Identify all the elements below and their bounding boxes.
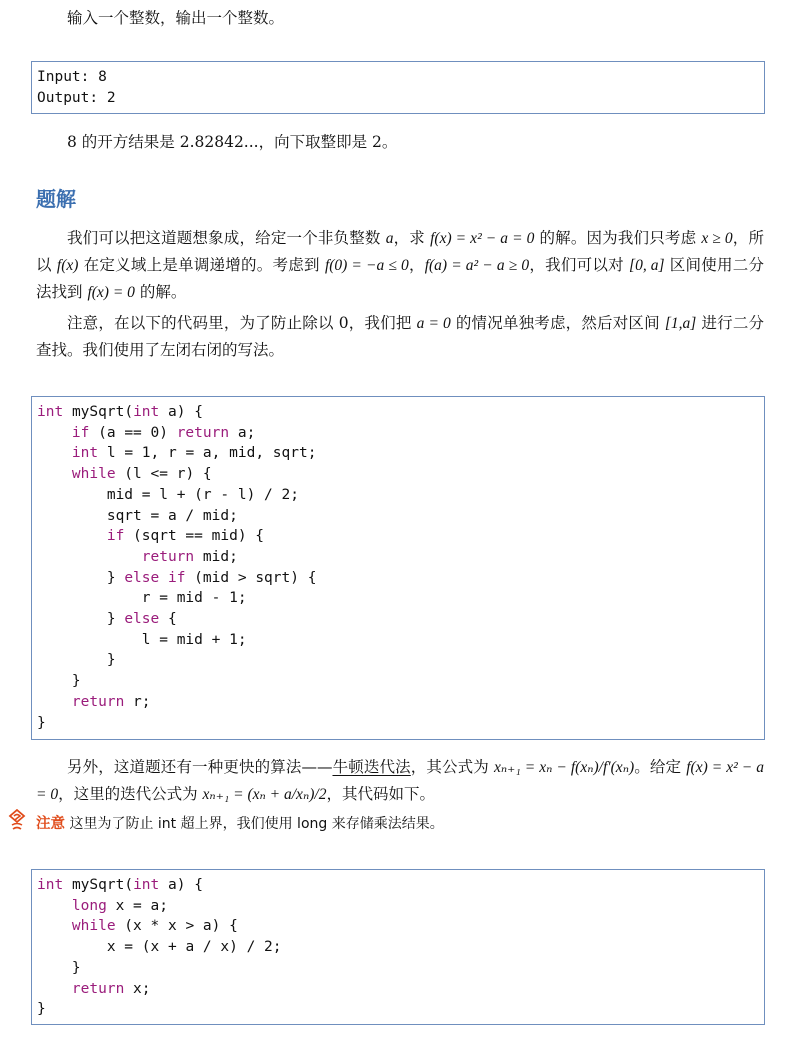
code-line: } else { — [37, 611, 177, 628]
solution-paragraph-3: 另外，这道题还有一种更快的算法——牛顿迭代法，其公式为 xₙ₊₁ = xₙ − f(xₙ)/f′(xₙ)。给定 f(x) = x² − a = 0，这里的迭代公式为 xₙ₊₁ = (xₙ + a/xₙ)/2，其代码如下。 — [36, 758, 764, 803]
code-line: long x = a; — [71, 897, 168, 914]
example-output: Output: 2 — [37, 89, 116, 106]
code-line: } — [37, 1001, 46, 1018]
code-line: int mySqrt(int a) { — [37, 877, 203, 893]
solution-paragraph-2: 注意，在以下的代码里，为了防止除以 0，我们把 a = 0 的情况单独考虑，然后对区间 [1,a] 进行二分查找。我们使用了左闭右闭的写法。 — [36, 314, 765, 359]
newton-method-link[interactable]: 牛顿迭代法 — [332, 758, 411, 776]
code-line: return x; — [71, 980, 151, 997]
code-line: int l = 1, r = a, mid, sqrt; — [71, 445, 317, 462]
code-line: return r; — [71, 693, 151, 710]
problem-statement: 输入一个整数，输出一个整数。 — [67, 9, 285, 27]
code-block-newton — [31, 869, 765, 1025]
note-line — [36, 812, 444, 836]
code-line: l = mid + 1; — [141, 631, 247, 648]
code-line: sqrt = a / mid; — [106, 507, 238, 524]
code-line: } — [37, 673, 81, 690]
code-line: } — [37, 959, 81, 976]
code-line: if (sqrt == mid) { — [106, 528, 265, 545]
code-line: } — [37, 652, 116, 669]
code-line: x = (x + a / x) / 2; — [106, 939, 282, 956]
code-line: mid = l + (r - l) / 2; — [106, 486, 299, 503]
example-input: Input: 8 — [37, 69, 107, 85]
code-line: while (x * x > a) { — [71, 918, 238, 935]
code-line: return mid; — [141, 548, 238, 565]
warning-icon — [8, 809, 26, 833]
code-line: } else if (mid > sqrt) { — [37, 569, 317, 586]
solution-paragraph-1: 我们可以把这道题想象成，给定一个非负整数 a，求 f(x) = x² − a = 0 的解。因为我们只考虑 x ≥ 0，所以 f(x) 在定义域上是单调递增的。考虑到 f(0) = −a ≤ 0，f(a) = a² − a ≥ 0，我们可以对 [0, a] 区间使用二分法找到 f(x) = 0 的解。 — [36, 229, 764, 301]
note-text: 这里为了防止 int 超上界，我们使用 long 来存储乘法结果。 — [65, 816, 444, 832]
code-line: while (l <= r) { — [71, 466, 212, 483]
section-heading: 题解 — [36, 187, 76, 211]
note-label: 注意 — [36, 816, 65, 832]
example-explanation: 8 的开方结果是 2.82842...，向下取整即是 2。 — [67, 133, 398, 151]
code-line: r = mid - 1; — [141, 590, 247, 607]
code-line: if (a == 0) return a; — [71, 424, 256, 441]
code-line: } — [37, 714, 46, 731]
example-box — [31, 61, 765, 114]
code-block-binary-search — [31, 396, 765, 740]
code-line: int mySqrt(int a) { — [37, 404, 203, 420]
